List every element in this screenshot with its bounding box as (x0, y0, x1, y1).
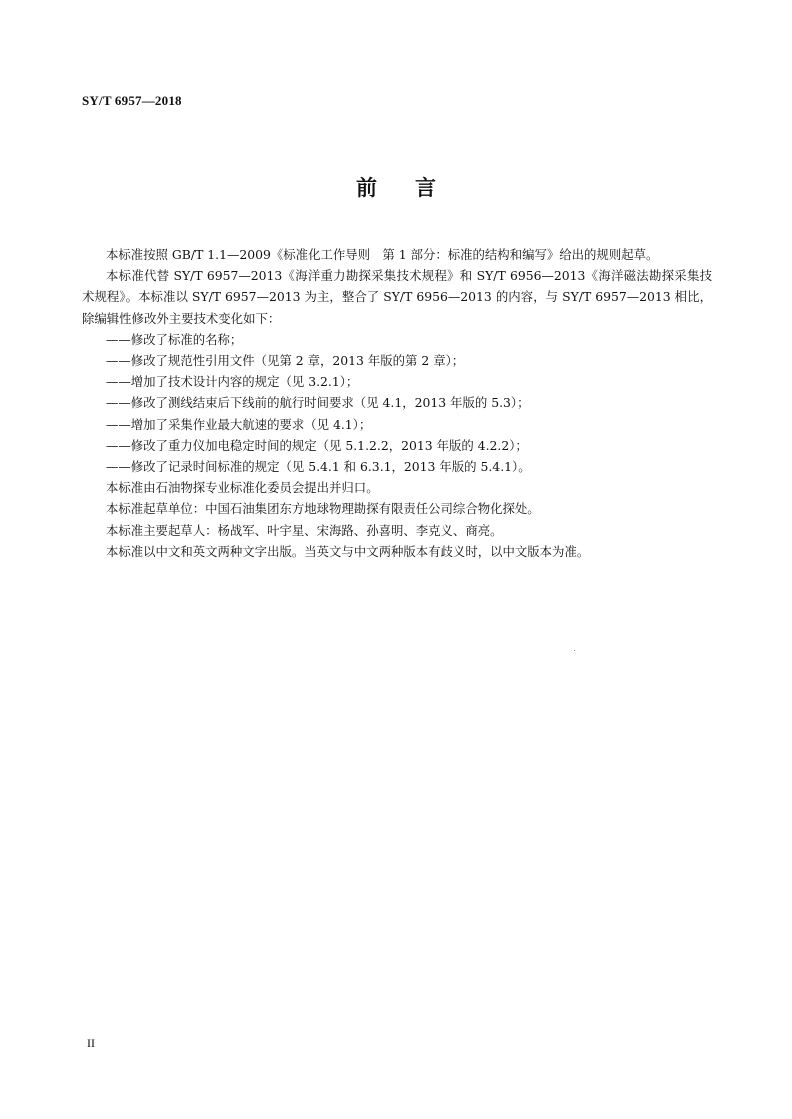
foreword-body (82, 244, 712, 562)
paragraph-replacement: 本标准代替 SY/T 6957—2013《海洋重力勘探采集技术规程》和 SY/T 6956—2013《海洋磁法勘探采集技术规程》。本标准以 SY/T 6957—2013 为主，整合了 SY/T 6956—2013 的内容，与 SY/T 6957—2013 相比，除编辑性修改外主要技术变化如下： (82, 268, 712, 326)
paragraph-drafting-unit: 本标准起草单位：中国石油集团东方地球物理勘探有限责任公司综合物化探处。 (106, 501, 540, 517)
change-item: ——增加了技术设计内容的规定（见 3.2.1）； (106, 374, 359, 390)
title-char-1: 前 (356, 176, 377, 200)
change-item: ——修改了记录时间标准的规定（见 5.4.1 和 6.3.1，2013 年版的 5.4.1）。 (106, 459, 531, 475)
page-title (0, 172, 792, 202)
scan-speck (574, 650, 575, 651)
change-item: ——修改了规范性引用文件（见第 2 章，2013 年版的第 2 章）； (106, 353, 465, 369)
title-char-2: 言 (415, 176, 436, 200)
paragraph-drafters: 本标准主要起草人：杨战军、叶宇星、宋海路、孙喜明、李克义、商亮。 (106, 522, 503, 538)
paragraph-proposed-by: 本标准由石油物探专业标准化委员会提出并归口。 (106, 480, 379, 496)
paragraph-drafting-rules: 本标准按照 GB/T 1.1—2009《标准化工作导则 第 1 部分：标准的结构和编写》给出的规则起草。 (106, 247, 659, 262)
change-item: ——修改了重力仪加电稳定时间的规定（见 5.1.2.2，2013 年版的 4.2.2）； (106, 437, 528, 453)
change-item: ——修改了测线结束后下线前的航行时间要求（见 4.1，2013 年版的 5.3）； (106, 395, 530, 411)
page-number: II (87, 1036, 95, 1050)
standard-code: SY/T 6957—2018 (82, 93, 182, 108)
change-item: ——修改了标准的名称； (106, 331, 243, 347)
paragraph-languages: 本标准以中文和英文两种文字出版。当英文与中文两种版本有歧义时，以中文版本为准。 (106, 543, 590, 559)
change-item: ——增加了采集作业最大航速的要求（见 4.1）； (106, 416, 372, 432)
